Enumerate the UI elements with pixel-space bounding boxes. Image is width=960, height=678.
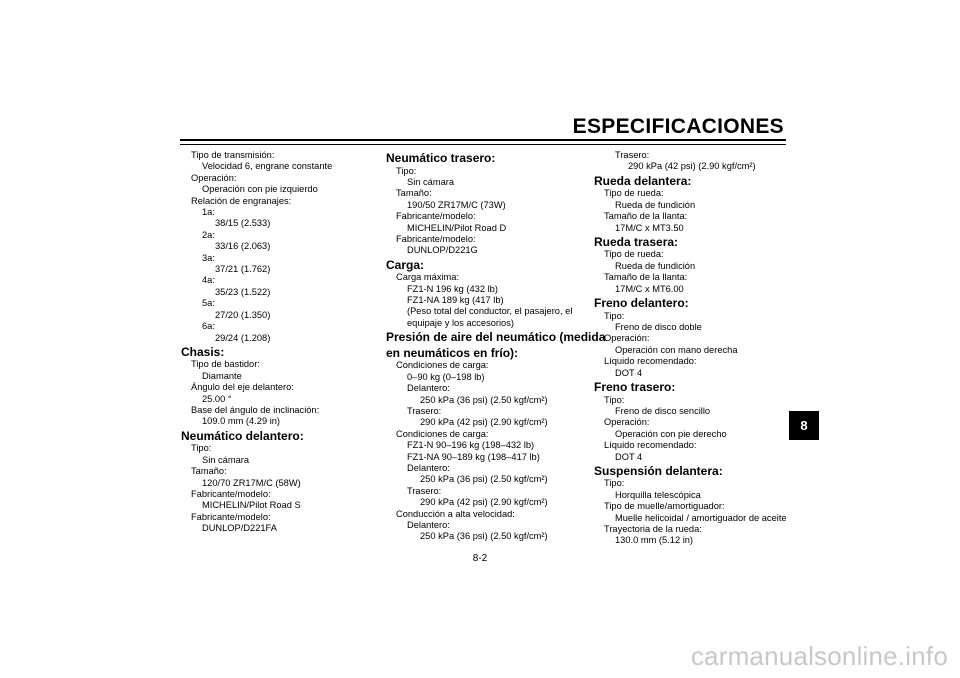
spec-label: Relación de engranajes: [191, 195, 292, 206]
spec-value: 33/16 (2.063) [215, 241, 271, 252]
spec-label: Líquido recomendado: [604, 356, 697, 367]
spec-value: FZ1-N 196 kg (432 lb) [407, 283, 498, 294]
spec-value: 250 kPa (36 psi) (2.50 kgf/cm²) [420, 531, 548, 542]
spec-value: Rueda de fundición [615, 260, 696, 271]
spec-value: 3a: [202, 252, 215, 263]
page-title: ESPECIFICACIONES [572, 115, 784, 138]
spec-label: Base del ángulo de inclinación: [191, 405, 320, 416]
spec-label: Líquido recomendado: [604, 440, 697, 451]
section-heading: Rueda trasera: [594, 234, 679, 249]
page-number: 8-2 [472, 553, 488, 564]
spec-value: Freno de disco doble [615, 321, 702, 332]
spec-value: 17M/C x MT6.00 [615, 283, 684, 294]
spec-value: 2a: [202, 229, 215, 240]
spec-column-3 [594, 150, 794, 547]
spec-value: DUNLOP/D221FA [202, 523, 277, 534]
spec-label: Condiciones de carga: [396, 360, 489, 371]
spec-label: Tamaño: [396, 188, 432, 199]
section-heading: Chasis: [181, 344, 225, 359]
spec-value: Trasero: [407, 405, 442, 416]
section-heading: Freno delantero: [594, 296, 689, 311]
spec-label: Trayectoria de la rueda: [604, 524, 702, 535]
spec-label: Condiciones de carga: [396, 428, 489, 439]
spec-column-1 [181, 150, 381, 535]
spec-value: Delantero: [407, 519, 450, 530]
spec-label: Ángulo del eje delantero: [191, 382, 294, 393]
spec-value: Operación con pie izquierdo [202, 184, 318, 195]
spec-label: Tipo de transmisión: [191, 150, 275, 160]
spec-value: Trasero: [407, 485, 442, 496]
spec-value: Velocidad 6, engrane constante [202, 161, 333, 172]
spec-value: 29/24 (1.208) [215, 332, 271, 343]
spec-label: Operación: [604, 333, 650, 344]
spec-value: Delantero: [407, 462, 450, 473]
spec-label: Operación: [604, 417, 650, 428]
spec-value: DUNLOP/D221G [407, 245, 478, 256]
spec-value: Sin cámara [202, 454, 250, 465]
spec-value: 109.0 mm (4.29 in) [202, 416, 281, 427]
spec-label: Conducción a alta velocidad: [396, 508, 515, 519]
spec-value: 27/20 (1.350) [215, 309, 271, 320]
spec-value: 190/50 ZR17M/C (73W) [407, 199, 506, 210]
spec-value: 25.00 ° [202, 393, 232, 404]
spec-value: 37/21 (1.762) [215, 264, 271, 275]
spec-label: Tamaño de la llanta: [604, 272, 688, 283]
spec-label: Tipo: [396, 165, 417, 176]
spec-label: Tipo de rueda: [604, 249, 664, 260]
spec-value: 4a: [202, 275, 215, 286]
spec-value: MICHELIN/Pilot Road D [407, 222, 507, 233]
spec-value: equipaje y los accesorios) [407, 317, 514, 328]
spec-value: Operación con mano derecha [615, 344, 738, 355]
spec-value: 130.0 mm (5.12 in) [615, 535, 694, 546]
section-heading: Rueda delantera: [594, 173, 692, 188]
spec-value: Muelle helicoidal / amortiguador de aceite [615, 512, 787, 523]
section-heading: Presión de aire del neumático (medida [386, 330, 606, 345]
spec-value: 250 kPa (36 psi) (2.50 kgf/cm²) [420, 394, 548, 405]
section-heading: en neumáticos en frío): [386, 345, 519, 360]
spec-label: Carga máxima: [396, 272, 460, 283]
spec-label: Tipo de rueda: [604, 188, 664, 199]
spec-value: 6a: [202, 321, 215, 332]
spec-value: Trasero: [615, 150, 650, 160]
section-heading: Neumático delantero: [181, 428, 304, 443]
spec-value: DOT 4 [615, 451, 643, 462]
spec-label: Tamaño de la llanta: [604, 211, 688, 222]
spec-label: Tipo: [604, 310, 625, 321]
header-rule [180, 139, 786, 141]
spec-value: 17M/C x MT3.50 [615, 222, 684, 233]
spec-value: 5a: [202, 298, 215, 309]
header-rule-thin [180, 144, 786, 145]
spec-label: Tamaño: [191, 466, 227, 477]
spec-label: Fabricante/modelo: [396, 211, 476, 222]
spec-label: Tipo: [191, 443, 212, 454]
section-heading: Freno trasero: [594, 380, 676, 394]
section-heading: Neumático trasero: [386, 151, 496, 165]
spec-value: FZ1-NA 90–189 kg (198–417 lb) [407, 451, 540, 462]
spec-value: (Peso total del conductor, el pasajero, el [407, 306, 573, 317]
watermark: carmanualsonline.info [690, 641, 948, 671]
spec-value: 290 kPa (42 psi) (2.90 kgf/cm²) [628, 161, 756, 172]
spec-value: Operación con pie derecho [615, 428, 727, 439]
spec-value: 0–90 kg (0–198 lb) [407, 371, 485, 382]
spec-value: FZ1-NA 189 kg (417 lb) [407, 295, 504, 306]
spec-value: MICHELIN/Pilot Road S [202, 500, 301, 511]
spec-label: Tipo: [604, 478, 625, 489]
spec-value: 38/15 (2.533) [215, 218, 271, 229]
spec-value: 35/23 (1.522) [215, 286, 271, 297]
spec-label: Tipo de bastidor: [191, 359, 260, 370]
spec-label: Fabricante/modelo: [191, 488, 271, 499]
spec-value: 250 kPa (36 psi) (2.50 kgf/cm²) [420, 474, 548, 485]
spec-value: 290 kPa (42 psi) (2.90 kgf/cm²) [420, 417, 548, 428]
spec-label: Fabricante/modelo: [396, 233, 476, 244]
spec-value: Rueda de fundición [615, 199, 696, 210]
spec-value: Diamante [202, 370, 242, 381]
spec-label: Tipo: [604, 394, 625, 405]
spec-label: Fabricante/modelo: [191, 511, 271, 522]
section-heading: Carga: [386, 257, 425, 272]
section-heading: Suspensión delantera: [594, 463, 723, 478]
spec-value: Delantero: [407, 383, 450, 394]
spec-value: FZ1-N 90–196 kg (198–432 lb) [407, 440, 535, 451]
spec-column-2 [386, 150, 606, 543]
spec-value: 120/70 ZR17M/C (58W) [202, 477, 301, 488]
spec-value: DOT 4 [615, 367, 643, 378]
chapter-tab[interactable]: 8 [789, 411, 819, 440]
spec-value: 1a: [202, 207, 215, 218]
spec-label: Operación: [191, 172, 237, 183]
spec-value: Freno de disco sencillo [615, 405, 711, 416]
spec-value: Horquilla telescópica [615, 489, 701, 500]
spec-label: Tipo de muelle/amortiguador: [604, 501, 725, 512]
spec-value: 290 kPa (42 psi) (2.90 kgf/cm²) [420, 497, 548, 508]
spec-value: Sin cámara [407, 176, 455, 187]
